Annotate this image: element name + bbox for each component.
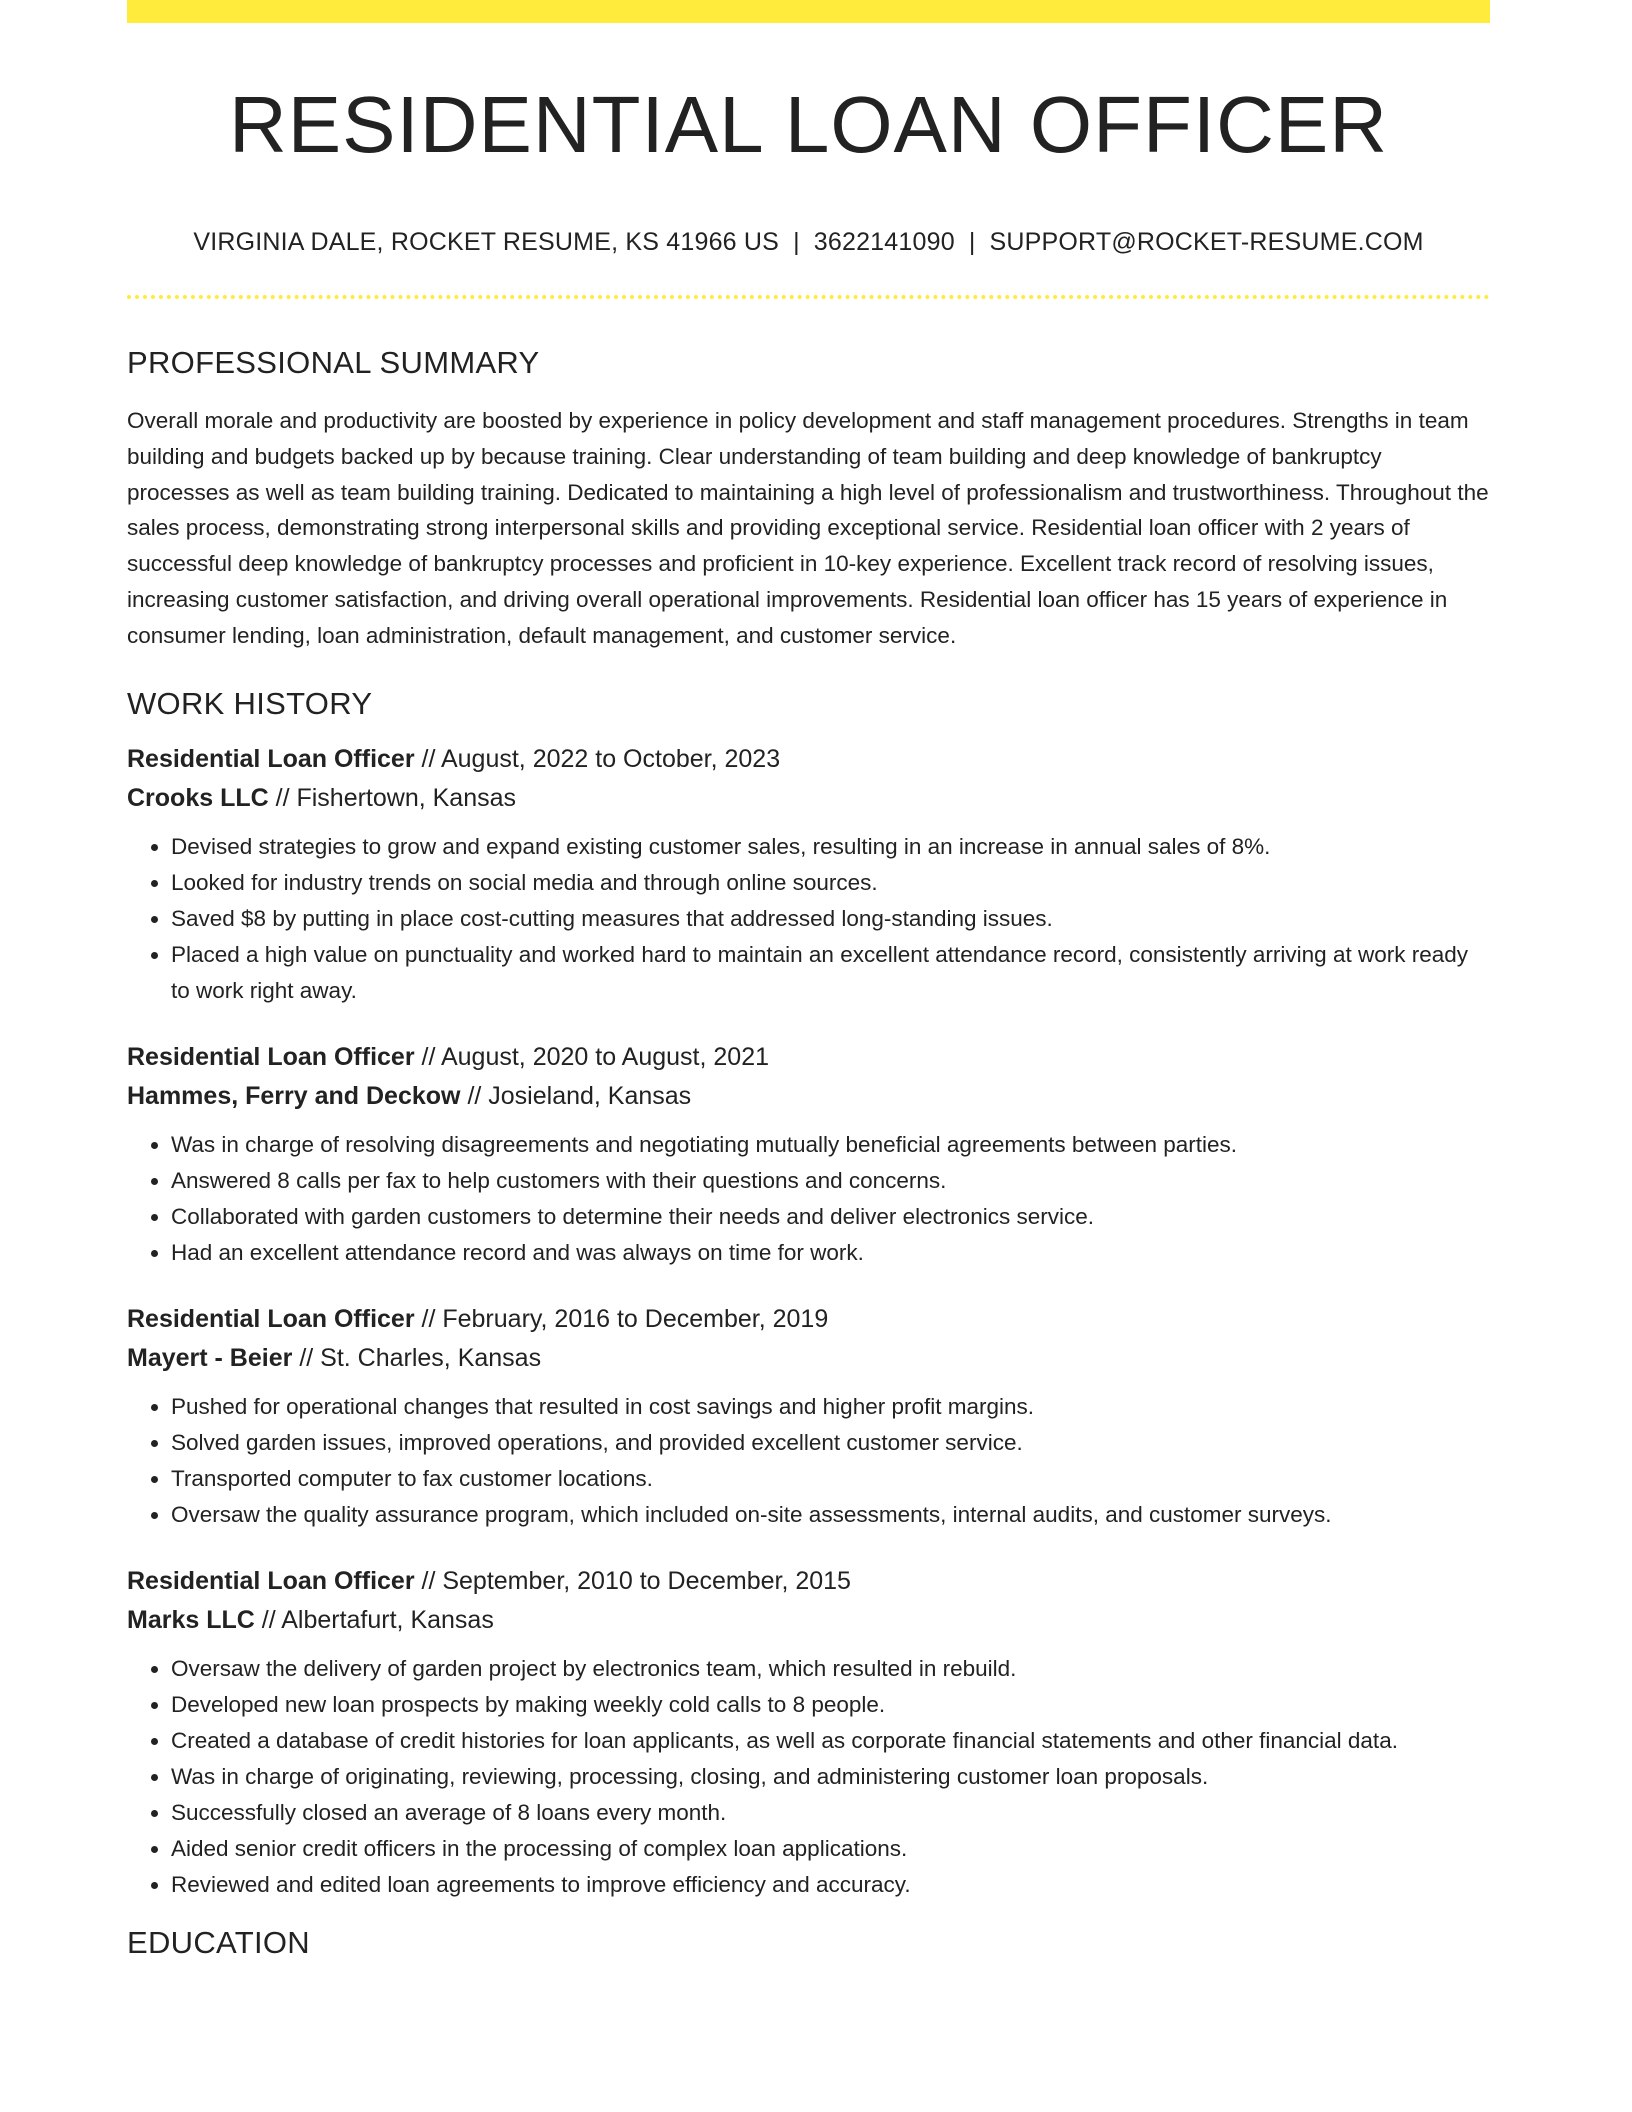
job-title: Residential Loan Officer xyxy=(127,1304,415,1333)
job-location: // St. Charles, Kansas xyxy=(299,1343,542,1372)
job-bullet: • Oversaw the quality assurance program, which included on-site assessments, internal audits, and customer surveys. xyxy=(171,1497,1490,1533)
dotted-divider xyxy=(127,295,1490,299)
job-bullet: • Devised strategies to grow and expand existing customer sales, resulting in an increase in annual sales of 8%. xyxy=(171,829,1490,865)
job-dates: // February, 2016 to December, 2019 xyxy=(421,1304,829,1333)
education-heading: EDUCATION xyxy=(127,1924,310,1960)
job-bullet: • Collaborated with garden customers to determine their needs and deliver electronics service. xyxy=(171,1199,1490,1235)
job-entry xyxy=(127,740,1490,1009)
job-bullet: • Solved garden issues, improved operations, and provided excellent customer service. xyxy=(171,1425,1490,1461)
job-bullet: • Was in charge of originating, reviewing, processing, closing, and administering customer loan proposals. xyxy=(171,1759,1490,1795)
job-bullet: • Saved $8 by putting in place cost-cutting measures that addressed long-standing issues. xyxy=(171,901,1490,937)
job-company-line xyxy=(127,1077,1490,1116)
job-company: Marks LLC xyxy=(127,1605,255,1634)
job-bullet-list xyxy=(127,1651,1490,1903)
job-bullet: • Oversaw the delivery of garden project by electronics team, which resulted in rebuild. xyxy=(171,1651,1490,1687)
job-bullet: • Answered 8 calls per fax to help customers with their questions and concerns. xyxy=(171,1163,1490,1199)
job-dates: // September, 2010 to December, 2015 xyxy=(421,1566,851,1595)
contact-email: SUPPORT@ROCKET-RESUME.COM xyxy=(989,228,1424,256)
job-bullet-list xyxy=(127,1127,1490,1271)
job-location: // Fishertown, Kansas xyxy=(275,783,517,812)
job-title: Residential Loan Officer xyxy=(127,1042,415,1071)
contact-line xyxy=(127,228,1490,257)
job-bullet: • Placed a high value on punctuality and worked hard to maintain an excellent attendance record, consistently arriving at work ready to work right away. xyxy=(171,937,1490,1009)
job-bullet: • Aided senior credit officers in the processing of complex loan applications. xyxy=(171,1831,1490,1867)
job-company-line xyxy=(127,1601,1490,1640)
job-bullet: • Looked for industry trends on social media and through online sources. xyxy=(171,865,1490,901)
job-dates: // August, 2020 to August, 2021 xyxy=(421,1042,770,1071)
contact-address: VIRGINIA DALE, ROCKET RESUME, KS 41966 US xyxy=(193,228,780,256)
job-title-line xyxy=(127,1300,1490,1339)
job-bullet: • Transported computer to fax customer locations. xyxy=(171,1461,1490,1497)
job-company: Crooks LLC xyxy=(127,783,269,812)
summary-heading: PROFESSIONAL SUMMARY xyxy=(127,345,540,380)
contact-phone: 3622141090 xyxy=(813,228,955,256)
accent-top-bar xyxy=(127,0,1490,23)
job-bullet: • Created a database of credit histories for loan applicants, as well as corporate financial statements and other financial data. xyxy=(171,1723,1490,1759)
job-company: Mayert - Beier xyxy=(127,1343,293,1372)
job-company-line xyxy=(127,779,1490,818)
resume-title: RESIDENTIAL LOAN OFFICER xyxy=(229,80,1388,169)
job-bullet: • Was in charge of resolving disagreements and negotiating mutually beneficial agreements between parties. xyxy=(171,1127,1490,1163)
resume-page xyxy=(127,0,1490,1961)
job-entry xyxy=(127,1300,1490,1533)
job-entry xyxy=(127,1562,1490,1903)
job-bullet: • Pushed for operational changes that resulted in cost savings and higher profit margins. xyxy=(171,1389,1490,1425)
job-dates: // August, 2022 to October, 2023 xyxy=(421,744,781,773)
job-title-line xyxy=(127,1038,1490,1077)
contact-separator: | xyxy=(793,228,800,256)
job-title: Residential Loan Officer xyxy=(127,744,415,773)
job-title-line xyxy=(127,740,1490,779)
summary-text: Overall morale and productivity are boosted by experience in policy development and staff management procedures. Strengths in team building and budgets backed up by because training. Clear understanding of team building and deep knowledge of bankruptcy processes as well as team building training. Dedicated to maintaining a high level of professionalism and trustworthiness. Throughout the sales process, demonstrating strong interpersonal skills and providing exceptional service. Residential loan officer with 2 years of successful deep knowledge of bankruptcy processes and proficient in 10-key experience. Excellent track record of resolving issues, increasing customer satisfaction, and driving overall operational improvements. Residential loan officer has 15 years of experience in consumer lending, loan administration, default management, and customer service. xyxy=(127,408,1489,648)
job-bullet-list xyxy=(127,829,1490,1009)
job-entry xyxy=(127,1038,1490,1271)
job-bullet: • Reviewed and edited loan agreements to improve efficiency and accuracy. xyxy=(171,1867,1490,1903)
job-bullet: • Had an excellent attendance record and was always on time for work. xyxy=(171,1235,1490,1271)
job-bullet: • Developed new loan prospects by making weekly cold calls to 8 people. xyxy=(171,1687,1490,1723)
job-company-line xyxy=(127,1339,1490,1378)
job-title: Residential Loan Officer xyxy=(127,1566,415,1595)
job-title-line xyxy=(127,1562,1490,1601)
job-bullet-list xyxy=(127,1389,1490,1533)
job-location: // Albertafurt, Kansas xyxy=(261,1605,494,1634)
job-company: Hammes, Ferry and Deckow xyxy=(127,1081,461,1110)
job-bullet: • Successfully closed an average of 8 loans every month. xyxy=(171,1795,1490,1831)
job-location: // Josieland, Kansas xyxy=(467,1081,692,1110)
work-history-heading: WORK HISTORY xyxy=(127,685,373,721)
contact-separator: | xyxy=(968,228,976,256)
